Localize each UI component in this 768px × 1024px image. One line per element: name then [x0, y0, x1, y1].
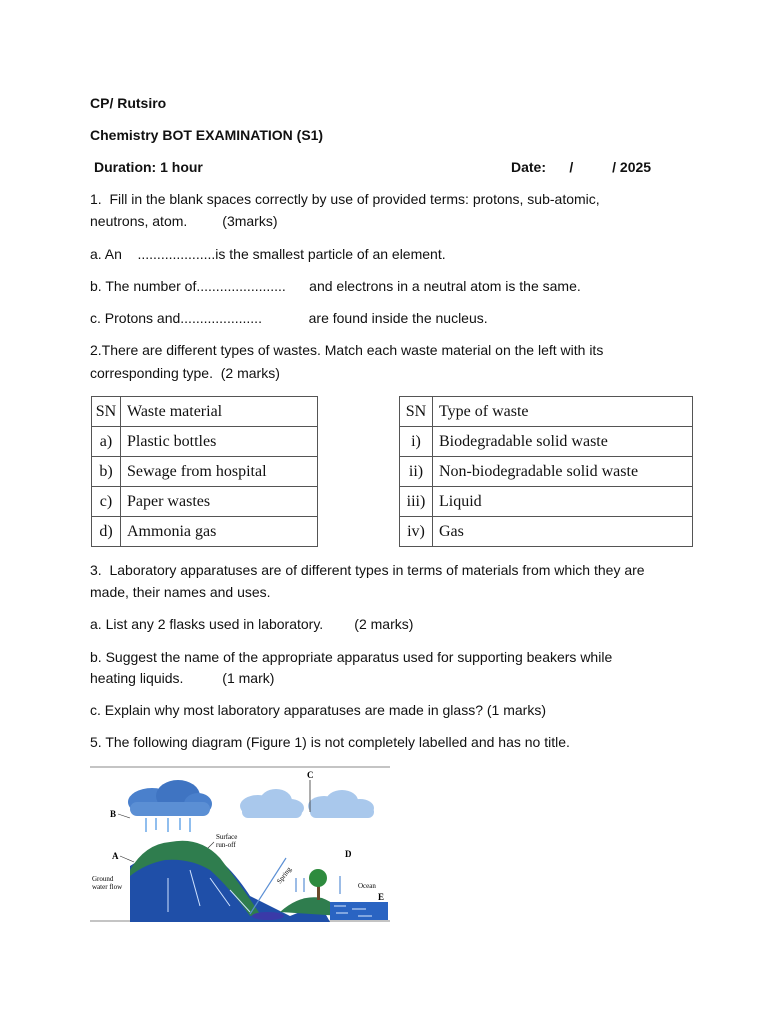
table-row	[400, 457, 693, 487]
row-waste: Plastic bottles	[121, 427, 318, 457]
label-c: C	[307, 770, 314, 780]
row-sn: c)	[92, 487, 121, 517]
row-sn: iv)	[400, 517, 433, 547]
waste-material-table	[91, 396, 318, 547]
label-surface: Surface	[216, 833, 238, 841]
q1-c: c. Protons and..................... are found inside the nucleus.	[90, 310, 488, 326]
ocean	[330, 902, 388, 920]
q1-a: a. An ....................is the smallest particle of an element.	[90, 246, 446, 262]
label-runoff: run-off	[216, 841, 236, 849]
q3-b-line1: b. Suggest the name of the appropriate apparatus used for supporting beakers while	[90, 649, 613, 665]
row-waste: Ammonia gas	[121, 517, 318, 547]
table-row	[92, 487, 318, 517]
q1-stem-line2: neutrons, atom. (3marks)	[90, 213, 278, 229]
table-row	[92, 457, 318, 487]
q2-stem-line2: corresponding type. (2 marks)	[90, 365, 280, 381]
label-water-flow: water flow	[92, 883, 123, 891]
light-cloud-2	[308, 790, 374, 818]
header-sn: SN	[92, 397, 121, 427]
duration: Duration: 1 hour	[94, 159, 203, 175]
q3-b-line2: heating liquids. (1 mark)	[90, 670, 275, 686]
row-type: Gas	[433, 517, 693, 547]
row-sn: b)	[92, 457, 121, 487]
row-type: Non-biodegradable solid waste	[433, 457, 693, 487]
q3-stem-line1: 3. Laboratory apparatuses are of different types in terms of materials from which they are	[90, 562, 645, 578]
row-type: Liquid	[433, 487, 693, 517]
table-row	[92, 517, 318, 547]
school-name: CP/ Rutsiro	[90, 95, 167, 111]
q1-b: b. The number of....................... and electrons in a neutral atom is the same.	[90, 278, 581, 294]
row-sn: d)	[92, 517, 121, 547]
waste-type-table	[399, 396, 693, 547]
row-waste: Sewage from hospital	[121, 457, 318, 487]
row-sn: a)	[92, 427, 121, 457]
table-row	[400, 517, 693, 547]
label-e: E	[378, 892, 385, 902]
q2-stem-line1: 2.There are different types of wastes. Match each waste material on the left with its	[90, 342, 604, 358]
label-a: A	[112, 851, 119, 861]
exam-date: Date: / / 2025	[511, 159, 652, 175]
spring-pool	[252, 912, 284, 920]
q1-stem-line1: 1. Fill in the blank spaces correctly by use of provided terms: protons, sub-atomic,	[90, 191, 600, 207]
label-ground: Ground	[92, 875, 114, 883]
header-sn: SN	[400, 397, 433, 427]
header-waste-material: Waste material	[121, 397, 318, 427]
table-row	[400, 427, 693, 457]
table-header-row	[400, 397, 693, 427]
water-cycle-diagram	[90, 766, 392, 924]
q3-a: a. List any 2 flasks used in laboratory. (2 marks)	[90, 616, 414, 632]
label-d: D	[345, 849, 352, 859]
label-spring: Spring	[275, 865, 294, 886]
exam-title: Chemistry BOT EXAMINATION (S1)	[90, 127, 324, 143]
rain-arrows	[146, 818, 190, 832]
label-ocean: Ocean	[358, 882, 376, 890]
q3-stem-line2: made, their names and uses.	[90, 584, 271, 600]
tree	[309, 869, 327, 900]
row-sn: i)	[400, 427, 433, 457]
label-b: B	[110, 809, 117, 819]
header-type-of-waste: Type of waste	[433, 397, 693, 427]
table-row	[400, 487, 693, 517]
q3-c: c. Explain why most laboratory apparatuses are made in glass? (1 marks)	[90, 702, 546, 718]
row-type: Biodegradable solid waste	[433, 427, 693, 457]
light-cloud-1	[240, 789, 304, 818]
table-header-row	[92, 397, 318, 427]
row-sn: iii)	[400, 487, 433, 517]
rain-cloud	[128, 780, 212, 816]
q5-stem: 5. The following diagram (Figure 1) is not completely labelled and has no title.	[90, 734, 570, 750]
row-waste: Paper wastes	[121, 487, 318, 517]
row-sn: ii)	[400, 457, 433, 487]
table-row	[92, 427, 318, 457]
